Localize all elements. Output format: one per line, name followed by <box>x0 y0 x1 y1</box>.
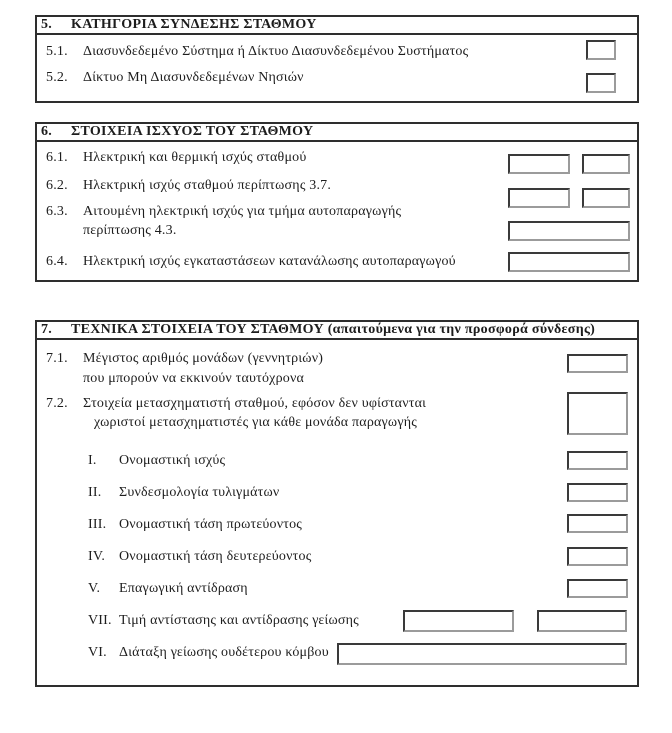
item-7-2-label-line-1: Στοιχεία μετασχηματιστή σταθμού, εφόσον δεν υφίστανται <box>83 396 427 411</box>
item-7-2-number: 7.2. <box>46 396 68 411</box>
subitem-v-numeral: V. <box>88 581 101 596</box>
item-6-4-number: 6.4. <box>46 254 68 269</box>
input-6-3-requested-power[interactable] <box>508 221 630 241</box>
item-6-1-label: Ηλεκτρική και θερμική ισχύς σταθμού <box>83 150 307 165</box>
section-7-title: ΤΕΧΝΙΚΑ ΣΤΟΙΧΕΙΑ ΤΟΥ ΣΤΑΘΜΟΥ (απαιτούμενα για την προσφορά σύνδεσης) <box>71 322 596 337</box>
input-7-2-transformer-data[interactable] <box>567 392 628 435</box>
input-6-1-box-2[interactable] <box>582 154 630 174</box>
input-7-1-max-units[interactable] <box>567 354 628 373</box>
checkbox-interconnected-system[interactable] <box>586 40 616 60</box>
section-7-number: 7. <box>41 322 53 337</box>
item-6-3-label-line-2: περίπτωσης 4.3. <box>83 223 177 238</box>
checkbox-non-interconnected-islands[interactable] <box>586 73 616 93</box>
input-secondary-voltage[interactable] <box>567 547 628 566</box>
subitem-vii-label: Τιμή αντίστασης και αντίδρασης γείωσης <box>119 613 359 628</box>
subitem-iv-label: Ονομαστική τάση δευτερεύοντος <box>119 549 312 564</box>
subitem-ii-numeral: II. <box>88 485 102 500</box>
section-station-technical-data <box>35 320 639 687</box>
subitem-ii-label: Συνδεσμολογία τυλιγμάτων <box>119 485 280 500</box>
section-5-title: ΚΑΤΗΓΟΡΙΑ ΣΥΝΔΕΣΗΣ ΣΤΑΘΜΟΥ <box>71 17 317 32</box>
subitem-v-label: Επαγωγική αντίδραση <box>119 581 248 596</box>
item-7-1-number: 7.1. <box>46 351 68 366</box>
input-inductive-reactance[interactable] <box>567 579 628 598</box>
section-5-number: 5. <box>41 17 53 32</box>
subitem-vii-numeral: VII. <box>88 613 112 628</box>
subitem-i-numeral: I. <box>88 453 97 468</box>
item-6-2-label: Ηλεκτρική ισχύς σταθμού περίπτωσης 3.7. <box>83 178 332 193</box>
input-6-2-box-1[interactable] <box>508 188 570 208</box>
section-5-header <box>37 17 637 35</box>
item-6-2-number: 6.2. <box>46 178 68 193</box>
input-primary-voltage[interactable] <box>567 514 628 533</box>
section-6-number: 6. <box>41 124 53 139</box>
item-7-1-label-line-1: Μέγιστος αριθμός μονάδων (γεννητριών) <box>83 351 324 366</box>
subitem-iv-numeral: IV. <box>88 549 106 564</box>
input-grounding-resistance[interactable] <box>403 610 514 632</box>
section-station-power-data <box>35 122 639 282</box>
subitem-i-label: Ονομαστική ισχύς <box>119 453 226 468</box>
input-grounding-reactance[interactable] <box>537 610 627 632</box>
subitem-vi-label: Διάταξη γείωσης ουδέτερου κόμβου <box>119 645 329 660</box>
item-6-1-number: 6.1. <box>46 150 68 165</box>
section-6-title: ΣΤΟΙΧΕΙΑ ΙΣΧΥΟΣ ΤΟΥ ΣΤΑΘΜΟΥ <box>71 124 314 139</box>
item-6-3-number: 6.3. <box>46 204 68 219</box>
item-5-2-number: 5.2. <box>46 70 68 85</box>
subitem-iii-label: Ονομαστική τάση πρωτεύοντος <box>119 517 303 532</box>
subitem-vi-numeral: VI. <box>88 645 107 660</box>
input-nominal-power[interactable] <box>567 451 628 470</box>
item-6-4-label: Ηλεκτρική ισχύς εγκαταστάσεων κατανάλωσης αυτοπαραγωγού <box>83 254 456 269</box>
input-6-1-box-1[interactable] <box>508 154 570 174</box>
item-5-1-label: Διασυνδεδεμένο Σύστημα ή Δίκτυο Διασυνδεδεμένου Συστήματος <box>83 44 469 59</box>
section-6-header <box>37 124 637 142</box>
section-station-connection-category <box>35 15 639 103</box>
input-winding-connection[interactable] <box>567 483 628 502</box>
input-neutral-node-grounding[interactable] <box>337 643 627 665</box>
item-6-3-label-line-1: Αιτουμένη ηλεκτρική ισχύς για τμήμα αυτοπαραγωγής <box>83 204 402 219</box>
item-7-1-label-line-2: που μπορούν να εκκινούν ταυτόχρονα <box>83 371 305 386</box>
subitem-iii-numeral: III. <box>88 517 107 532</box>
item-7-2-label-line-2: χωριστοί μετασχηματιστές για κάθε μονάδα παραγωγής <box>94 415 417 430</box>
input-6-2-box-2[interactable] <box>582 188 630 208</box>
section-7-header <box>37 322 637 340</box>
item-5-1-number: 5.1. <box>46 44 68 59</box>
item-5-2-label: Δίκτυο Μη Διασυνδεδεμένων Νησιών <box>83 70 304 85</box>
input-6-4-consumption-power[interactable] <box>508 252 630 272</box>
